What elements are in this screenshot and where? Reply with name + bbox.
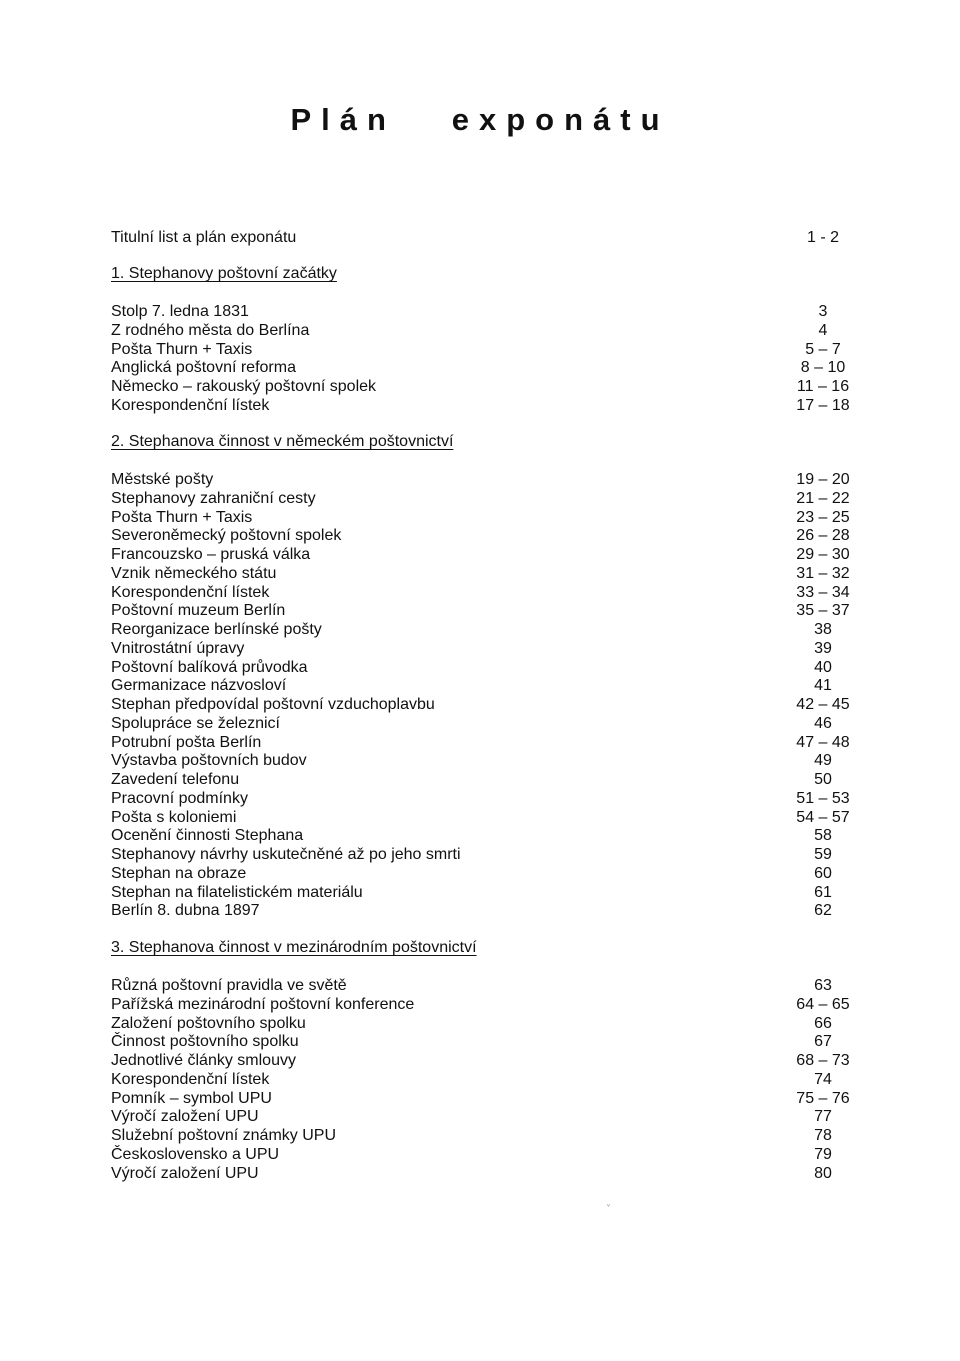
entry-pages: 46: [814, 715, 832, 732]
list-item: [111, 1126, 856, 1145]
entry-pages: 59: [814, 846, 832, 863]
list-item: [111, 321, 856, 340]
entry-label: Jednotlivé články smlouvy: [111, 1052, 296, 1069]
list-item: [111, 620, 856, 639]
scan-speck: ˅: [606, 1204, 611, 1215]
list-item: [111, 564, 856, 583]
entry-pages: 17 – 18: [796, 397, 850, 414]
entry-label: Poštovní balíková průvodka: [111, 659, 308, 676]
list-item: [111, 358, 856, 377]
list-item: [111, 1107, 856, 1126]
entry-pages: 3: [818, 303, 828, 320]
list-item: [111, 1145, 856, 1164]
entry-pages: 51 – 53: [796, 790, 850, 807]
entry-pages: 41: [814, 677, 832, 694]
entry-label: Městské pošty: [111, 471, 214, 488]
entry-label: Titulní list a plán exponátu: [111, 229, 297, 246]
list-item: [111, 695, 856, 714]
list-item: [111, 789, 856, 808]
entry-label: Poštovní muzeum Berlín: [111, 602, 286, 619]
entry-pages: 33 – 34: [796, 584, 850, 601]
section-heading: 2. Stephanova činnost v německém poštovnictví: [111, 433, 454, 450]
entry-label: Činnost poštovního spolku: [111, 1033, 299, 1050]
entry-label: Výročí založení UPU: [111, 1108, 259, 1125]
entry-label: Z rodného města do Berlína: [111, 322, 310, 339]
entry-pages: 68 – 73: [796, 1052, 850, 1069]
list-item: [111, 770, 856, 789]
entry-label: Vznik německého státu: [111, 565, 277, 582]
section-heading: 3. Stephanova činnost v mezinárodním poštovnictví: [111, 939, 477, 956]
list-item: [111, 545, 856, 564]
list-item: [111, 526, 856, 545]
list-item: [111, 1164, 856, 1183]
entry-label: Korespondenční lístek: [111, 1071, 270, 1088]
entry-pages: 66: [814, 1015, 832, 1032]
entry-label: Potrubní pošta Berlín: [111, 734, 262, 751]
entry-label: Stolp 7. ledna 1831: [111, 303, 249, 320]
list-item: [111, 808, 856, 827]
list-item: [111, 470, 856, 489]
entry-pages: 75 – 76: [796, 1090, 850, 1107]
entry-pages: 31 – 32: [796, 565, 850, 582]
list-item: [111, 1089, 856, 1108]
entry-label: Reorganizace berlínské pošty: [111, 621, 322, 638]
entry-pages: 5 – 7: [805, 341, 841, 358]
list-item: [111, 1051, 856, 1070]
entry-pages: 8 – 10: [800, 359, 846, 376]
list-item: [111, 1032, 856, 1051]
entry-label: Pařížská mezinárodní poštovní konference: [111, 996, 415, 1013]
entry-pages: 49: [814, 752, 832, 769]
entry-label: Německo – rakouský poštovní spolek: [111, 378, 377, 395]
entry-label: Založení poštovního spolku: [111, 1015, 306, 1032]
section-heading: 1. Stephanovy poštovní začátky: [111, 265, 337, 282]
entry-label: Korespondenční lístek: [111, 584, 270, 601]
entry-label: Spolupráce se železnicí: [111, 715, 280, 732]
entry-pages: 35 – 37: [796, 602, 850, 619]
entry-label: Služební poštovní známky UPU: [111, 1127, 336, 1144]
entry-pages: 62: [814, 902, 832, 919]
intro-entry: [111, 228, 856, 247]
entry-label: Pracovní podmínky: [111, 790, 248, 807]
entry-pages: 80: [814, 1165, 832, 1182]
entry-label: Pošta s koloniemi: [111, 809, 237, 826]
list-item: [111, 733, 856, 752]
list-item: [111, 601, 856, 620]
list-item: [111, 995, 856, 1014]
entry-label: Korespondenční lístek: [111, 397, 270, 414]
page-title: Plán exponátu: [290, 102, 670, 137]
entry-label: Francouzsko – pruská válka: [111, 546, 311, 563]
entry-label: Berlín 8. dubna 1897: [111, 902, 260, 919]
entry-pages: 74: [814, 1071, 832, 1088]
list-item: [111, 751, 856, 770]
entry-label: Anglická poštovní reforma: [111, 359, 296, 376]
list-item: [111, 508, 856, 527]
list-item: [111, 864, 856, 883]
list-item: [111, 883, 856, 902]
entry-pages: 64 – 65: [796, 996, 850, 1013]
entry-label: Vnitrostátní úpravy: [111, 640, 245, 657]
entry-pages: 42 – 45: [796, 696, 850, 713]
entry-pages: 63: [814, 977, 832, 994]
entry-pages: 79: [814, 1146, 832, 1163]
section-heading-row: [111, 432, 856, 451]
entry-label: Stephan na filatelistickém materiálu: [111, 884, 363, 901]
list-item: [111, 302, 856, 321]
entry-label: Zavedení telefonu: [111, 771, 240, 788]
list-item: [111, 489, 856, 508]
list-item: [111, 826, 856, 845]
entry-label: Stephan předpovídal poštovní vzduchoplavbu: [111, 696, 435, 713]
list-item: [111, 377, 856, 396]
entry-label: Výročí založení UPU: [111, 1165, 259, 1182]
entry-pages: 61: [814, 884, 832, 901]
entry-pages: 67: [814, 1033, 832, 1050]
entry-pages: 19 – 20: [796, 471, 850, 488]
list-item: [111, 658, 856, 677]
entry-label: Stephanovy návrhy uskutečněné až po jeho smrti: [111, 846, 461, 863]
entry-pages: 1 - 2: [806, 229, 839, 246]
list-item: [111, 1070, 856, 1089]
entry-pages: 11 – 16: [796, 378, 850, 395]
list-item: [111, 583, 856, 602]
entry-label: Ocenění činnosti Stephana: [111, 827, 304, 844]
entry-label: Různá poštovní pravidla ve světě: [111, 977, 347, 994]
entry-label: Pošta Thurn + Taxis: [111, 341, 253, 358]
entry-pages: 58: [814, 827, 832, 844]
entry-pages: 39: [814, 640, 832, 657]
entry-pages: 40: [814, 659, 832, 676]
list-item: [111, 845, 856, 864]
entry-pages: 47 – 48: [796, 734, 850, 751]
entry-pages: 23 – 25: [796, 509, 850, 526]
entry-label: Germanizace názvosloví: [111, 677, 287, 694]
entry-pages: 21 – 22: [796, 490, 850, 507]
list-item: [111, 340, 856, 359]
entry-pages: 38: [814, 621, 832, 638]
entry-label: Výstavba poštovních budov: [111, 752, 307, 769]
entry-pages: 60: [814, 865, 832, 882]
entry-pages: 78: [814, 1127, 832, 1144]
section-heading-row: [111, 938, 856, 957]
list-item: [111, 396, 856, 415]
entry-label: Stephanovy zahraniční cesty: [111, 490, 316, 507]
entry-label: Stephan na obraze: [111, 865, 247, 882]
entry-pages: 54 – 57: [796, 809, 850, 826]
entry-pages: 4: [818, 322, 828, 339]
list-item: [111, 714, 856, 733]
list-item: [111, 1014, 856, 1033]
entry-pages: 26 – 28: [796, 527, 850, 544]
entry-label: Severoněmecký poštovní spolek: [111, 527, 342, 544]
entry-label: Československo a UPU: [111, 1146, 280, 1163]
section-heading-row: [111, 264, 856, 283]
entry-pages: 29 – 30: [796, 546, 850, 563]
entry-label: Pošta Thurn + Taxis: [111, 509, 253, 526]
list-item: [111, 639, 856, 658]
entry-pages: 77: [814, 1108, 832, 1125]
entry-pages: 50: [814, 771, 832, 788]
list-item: [111, 676, 856, 695]
list-item: [111, 976, 856, 995]
list-item: [111, 901, 856, 920]
entry-label: Pomník – symbol UPU: [111, 1090, 272, 1107]
